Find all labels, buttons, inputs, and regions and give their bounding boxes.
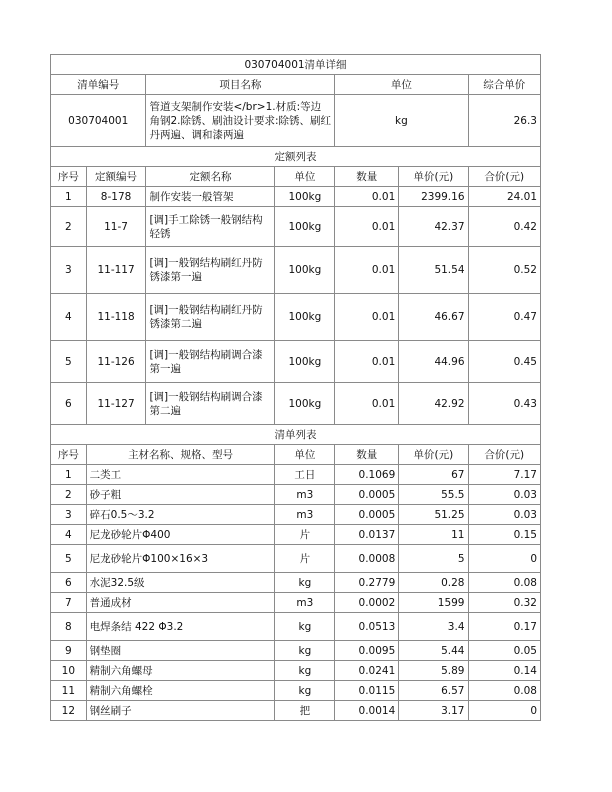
materials-col-name: 主材名称、规格、型号 [86, 445, 275, 465]
material-name: 普通成材 [86, 593, 275, 613]
quota-total: 0.47 [468, 294, 541, 341]
quota-price: 2399.16 [399, 187, 468, 207]
material-name: 钢垫圈 [86, 641, 275, 661]
material-row [51, 525, 541, 545]
material-seq: 11 [51, 681, 87, 701]
quota-seq: 4 [51, 294, 87, 341]
material-total: 7.17 [468, 465, 541, 485]
quota-qty: 0.01 [335, 294, 399, 341]
material-total: 0.17 [468, 613, 541, 641]
table-title: 030704001清单详细 [51, 55, 541, 75]
quota-unit: 100kg [275, 294, 335, 341]
material-seq: 12 [51, 701, 87, 721]
material-unit: kg [275, 613, 335, 641]
material-unit: 片 [275, 525, 335, 545]
material-row [51, 505, 541, 525]
name-header: 项目名称 [146, 75, 335, 95]
quota-row [51, 207, 541, 247]
materials-section-title: 清单列表 [51, 425, 541, 445]
material-unit: kg [275, 681, 335, 701]
quota-code: 11-118 [86, 294, 146, 341]
material-unit: kg [275, 573, 335, 593]
quota-code: 11-127 [86, 383, 146, 425]
quota-col-unit: 单位 [275, 167, 335, 187]
quota-row [51, 187, 541, 207]
material-total: 0.32 [468, 593, 541, 613]
quota-seq: 1 [51, 187, 87, 207]
material-price: 5.89 [399, 661, 468, 681]
unit-header: 单位 [335, 75, 468, 95]
materials-col-unit: 单位 [275, 445, 335, 465]
bill-detail-table [50, 54, 541, 721]
material-unit: 工日 [275, 465, 335, 485]
material-row [51, 573, 541, 593]
material-name: 二类工 [86, 465, 275, 485]
material-unit: m3 [275, 505, 335, 525]
material-row [51, 661, 541, 681]
material-seq: 1 [51, 465, 87, 485]
quota-price: 46.67 [399, 294, 468, 341]
quota-code: 11-117 [86, 247, 146, 294]
quota-price: 51.54 [399, 247, 468, 294]
quota-name: 制作安装一般管架 [146, 187, 275, 207]
material-total: 0.15 [468, 525, 541, 545]
material-total: 0.03 [468, 505, 541, 525]
material-total: 0.14 [468, 661, 541, 681]
material-name: 尼龙砂轮片Φ400 [86, 525, 275, 545]
material-row [51, 593, 541, 613]
quota-code: 11-126 [86, 341, 146, 383]
quota-qty: 0.01 [335, 383, 399, 425]
material-seq: 4 [51, 525, 87, 545]
quota-code: 11-7 [86, 207, 146, 247]
material-total: 0.08 [468, 573, 541, 593]
quota-code: 8-178 [86, 187, 146, 207]
material-row [51, 465, 541, 485]
quota-qty: 0.01 [335, 341, 399, 383]
material-name: 精制六角螺栓 [86, 681, 275, 701]
material-qty: 0.0095 [335, 641, 399, 661]
material-qty: 0.0005 [335, 505, 399, 525]
item-unit: kg [335, 95, 468, 147]
material-name: 钢丝刷子 [86, 701, 275, 721]
quota-name: [调]一般钢结构刷红丹防锈漆第一遍 [146, 247, 275, 294]
quota-name: [调]一般钢结构刷调合漆第一遍 [146, 341, 275, 383]
item-price: 26.3 [468, 95, 541, 147]
quota-col-price: 单价(元) [399, 167, 468, 187]
materials-col-qty: 数量 [335, 445, 399, 465]
quota-unit: 100kg [275, 247, 335, 294]
material-total: 0.05 [468, 641, 541, 661]
material-price: 5.44 [399, 641, 468, 661]
quota-price: 44.96 [399, 341, 468, 383]
material-qty: 0.0002 [335, 593, 399, 613]
code-header: 清单编号 [51, 75, 146, 95]
quota-qty: 0.01 [335, 187, 399, 207]
quota-row [51, 294, 541, 341]
material-seq: 7 [51, 593, 87, 613]
quota-col-code: 定额编号 [86, 167, 146, 187]
material-price: 5 [399, 545, 468, 573]
material-price: 6.57 [399, 681, 468, 701]
material-qty: 0.0513 [335, 613, 399, 641]
material-price: 3.4 [399, 613, 468, 641]
material-qty: 0.0005 [335, 485, 399, 505]
material-total: 0.03 [468, 485, 541, 505]
material-unit: m3 [275, 593, 335, 613]
material-price: 3.17 [399, 701, 468, 721]
quota-col-qty: 数量 [335, 167, 399, 187]
material-qty: 0.0137 [335, 525, 399, 545]
quota-qty: 0.01 [335, 207, 399, 247]
material-seq: 6 [51, 573, 87, 593]
quota-total: 0.43 [468, 383, 541, 425]
material-total: 0 [468, 545, 541, 573]
material-price: 67 [399, 465, 468, 485]
material-seq: 2 [51, 485, 87, 505]
material-total: 0.08 [468, 681, 541, 701]
quota-total: 0.52 [468, 247, 541, 294]
material-row [51, 545, 541, 573]
quota-row [51, 341, 541, 383]
quota-seq: 6 [51, 383, 87, 425]
quota-unit: 100kg [275, 207, 335, 247]
material-price: 1599 [399, 593, 468, 613]
material-seq: 3 [51, 505, 87, 525]
material-row [51, 641, 541, 661]
quota-seq: 3 [51, 247, 87, 294]
quota-seq: 2 [51, 207, 87, 247]
quota-unit: 100kg [275, 187, 335, 207]
material-unit: kg [275, 661, 335, 681]
material-price: 51.25 [399, 505, 468, 525]
material-qty: 0.2779 [335, 573, 399, 593]
quota-section-title: 定额列表 [51, 147, 541, 167]
materials-col-total: 合价(元) [468, 445, 541, 465]
item-code: 030704001 [51, 95, 146, 147]
material-unit: 片 [275, 545, 335, 573]
material-unit: 把 [275, 701, 335, 721]
material-price: 0.28 [399, 573, 468, 593]
material-seq: 10 [51, 661, 87, 681]
material-seq: 9 [51, 641, 87, 661]
material-qty: 0.0014 [335, 701, 399, 721]
material-name: 尼龙砂轮片Φ100×16×3 [86, 545, 275, 573]
quota-row [51, 247, 541, 294]
quota-total: 0.45 [468, 341, 541, 383]
quota-qty: 0.01 [335, 247, 399, 294]
material-name: 砂子粗 [86, 485, 275, 505]
item-name: 管道支架制作安装</br>1.材质:等边角钢2.除锈、刷油设计要求:除锈、刷红丹两遍、调和漆两遍 [146, 95, 335, 147]
quota-col-total: 合价(元) [468, 167, 541, 187]
material-row [51, 613, 541, 641]
quota-col-name: 定额名称 [146, 167, 275, 187]
quota-total: 24.01 [468, 187, 541, 207]
material-name: 精制六角螺母 [86, 661, 275, 681]
material-name: 碎石0.5～3.2 [86, 505, 275, 525]
quota-name: [调]一般钢结构刷红丹防锈漆第二遍 [146, 294, 275, 341]
material-name: 水泥32.5级 [86, 573, 275, 593]
quota-name: [调]手工除锈一般钢结构轻锈 [146, 207, 275, 247]
material-price: 11 [399, 525, 468, 545]
price-header: 综合单价 [468, 75, 541, 95]
material-qty: 0.0241 [335, 661, 399, 681]
quota-name: [调]一般钢结构刷调合漆第二遍 [146, 383, 275, 425]
quota-seq: 5 [51, 341, 87, 383]
material-unit: kg [275, 641, 335, 661]
quota-unit: 100kg [275, 341, 335, 383]
quota-row [51, 383, 541, 425]
material-qty: 0.0008 [335, 545, 399, 573]
material-price: 55.5 [399, 485, 468, 505]
material-qty: 0.1069 [335, 465, 399, 485]
materials-col-seq: 序号 [51, 445, 87, 465]
quota-price: 42.92 [399, 383, 468, 425]
material-row [51, 701, 541, 721]
material-qty: 0.0115 [335, 681, 399, 701]
quota-total: 0.42 [468, 207, 541, 247]
material-total: 0 [468, 701, 541, 721]
material-seq: 8 [51, 613, 87, 641]
material-name: 电焊条结 422 Φ3.2 [86, 613, 275, 641]
materials-col-price: 单价(元) [399, 445, 468, 465]
quota-col-seq: 序号 [51, 167, 87, 187]
material-unit: m3 [275, 485, 335, 505]
quota-unit: 100kg [275, 383, 335, 425]
material-row [51, 485, 541, 505]
material-seq: 5 [51, 545, 87, 573]
quota-price: 42.37 [399, 207, 468, 247]
material-row [51, 681, 541, 701]
